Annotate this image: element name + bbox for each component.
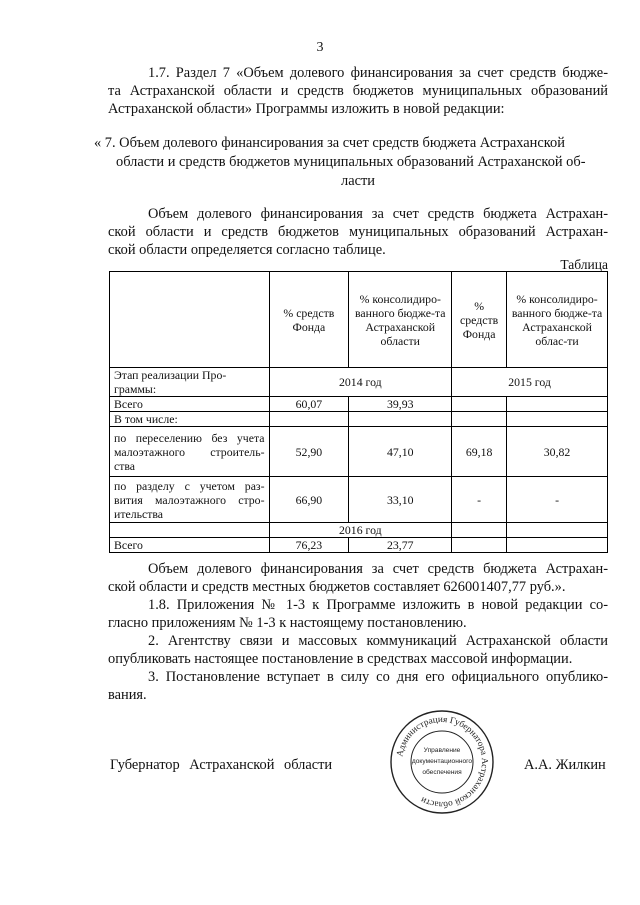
- value-cell: 47,10: [349, 427, 452, 477]
- stamp-ring-text: Администрация Губернатора Астраханской области: [394, 713, 491, 811]
- year-2015-cell: 2015 год: [452, 368, 608, 397]
- value-cell: 60,07: [269, 397, 349, 412]
- text-line: ской области определяется согласно таблице.: [108, 242, 386, 258]
- table-row-total-2014: [110, 397, 608, 412]
- table-label: Таблица: [560, 257, 608, 272]
- item-1-8-paragraph: [108, 596, 608, 632]
- total-financing-paragraph: [108, 560, 608, 596]
- row-label-cell: [110, 477, 270, 523]
- table-header-row: [110, 272, 608, 368]
- section-intro-paragraph: [108, 64, 608, 118]
- value-cell: 33,10: [349, 477, 452, 523]
- value-cell: 66,90: [269, 477, 349, 523]
- label-line: ства: [114, 458, 136, 473]
- text-line: та Астраханской области и средств бюджетов муниципальных образований: [108, 83, 608, 99]
- item-3-paragraph: [108, 668, 608, 704]
- table-row-year-2016: [110, 523, 608, 538]
- label-line: малоэтажного строитель-: [114, 444, 265, 459]
- year-2014-cell: 2014 год: [269, 368, 452, 397]
- empty-cell: [452, 523, 507, 538]
- text-line: вания.: [108, 687, 147, 703]
- empty-cell: [269, 412, 349, 427]
- text-line: Объем долевого финансирования за счет средств бюджета Астрахан-: [148, 561, 608, 577]
- label-line: по переселению без учета: [114, 430, 265, 445]
- value-cell: 23,77: [349, 538, 452, 553]
- text-line: гласно приложениям № 1-3 к настоящему постановлению.: [108, 615, 467, 631]
- stamp-center-line: Управление: [423, 747, 461, 754]
- label-line: по разделу с учетом раз-: [114, 478, 265, 493]
- item-2-paragraph: [108, 632, 608, 668]
- header-consolidated-percent-2014: % консолидиро-ванного бюдже-та Астраханской области: [349, 272, 452, 368]
- text-line: Астраханской области» Программы изложить в новой редакции:: [108, 101, 505, 117]
- table-row-resettlement: [110, 427, 608, 477]
- stamp-center-line: документационного: [411, 758, 473, 765]
- value-cell: 39,93: [349, 397, 452, 412]
- text-line: « 7. Объем долевого финансирования за счет средств бюджета Астраханской: [94, 135, 565, 151]
- official-stamp: [378, 708, 506, 816]
- header-fund-percent-2014: % средств Фонда: [269, 272, 349, 368]
- empty-cell: [452, 538, 507, 553]
- table-row-stage: [110, 368, 608, 397]
- header-fund-percent-2015: % средств Фонда: [452, 272, 507, 368]
- empty-cell: [507, 538, 608, 553]
- text-line: 1.8. Приложения № 1-3 к Программе изложить в новой редакции со-: [148, 597, 608, 613]
- value-cell: 30,82: [507, 427, 608, 477]
- value-cell: 52,90: [269, 427, 349, 477]
- year-2016-cell: 2016 год: [269, 523, 452, 538]
- signatory-position: Губернатор Астраханской области: [110, 757, 333, 773]
- empty-cell: [452, 412, 507, 427]
- empty-cell: [507, 397, 608, 412]
- empty-cell: [452, 397, 507, 412]
- text-line: Объем долевого финансирования за счет средств бюджета Астрахан-: [148, 206, 608, 222]
- text-line: ской области и средств бюджетов муниципальных образований Астрахан-: [108, 224, 608, 240]
- value-cell: -: [507, 477, 608, 523]
- text-line: ской области и средств местных бюджетов составляет 626001407,77 руб.».: [108, 579, 566, 595]
- stamp-center-line: обеспечения: [422, 769, 462, 776]
- table-row-lowrise: [110, 477, 608, 523]
- empty-cell: [110, 523, 270, 538]
- header-consolidated-percent-2015: % консолидиро-ванного бюдже-та Астраханской облас-ти: [507, 272, 608, 368]
- header-blank-cell: [110, 272, 270, 368]
- text-line: 3. Постановление вступает в силу со дня его официального опублико-: [148, 669, 608, 685]
- section-heading: [94, 134, 608, 191]
- table-row-total-2016: [110, 538, 608, 553]
- signatory-name: А.А. Жилкин: [524, 757, 606, 773]
- row-label-cell: В том числе:: [110, 412, 270, 427]
- label-line: ительства: [114, 506, 164, 521]
- label-line: вития малоэтажного стро-: [114, 492, 265, 507]
- financing-table: [109, 271, 608, 553]
- empty-cell: [507, 523, 608, 538]
- value-cell: 76,23: [269, 538, 349, 553]
- empty-cell: [349, 412, 452, 427]
- value-cell: 69,18: [452, 427, 507, 477]
- value-cell: -: [452, 477, 507, 523]
- row-label-cell: Всего: [110, 538, 270, 553]
- text-line: области и средств бюджетов муниципальных образований Астраханской об-: [116, 154, 586, 170]
- table-row-including: [110, 412, 608, 427]
- row-label-cell: [110, 427, 270, 477]
- text-line: 1.7. Раздел 7 «Объем долевого финансирования за счет средств бюдже-: [148, 65, 608, 81]
- empty-cell: [507, 412, 608, 427]
- text-line: 2. Агентству связи и массовых коммуникаций Астраханской области: [148, 633, 608, 649]
- text-line: ласти: [341, 173, 375, 189]
- stage-label-cell: Этап реализации Про-граммы:: [110, 368, 270, 397]
- page-number: 3: [316, 40, 324, 55]
- row-label-cell: Всего: [110, 397, 270, 412]
- table-intro-paragraph: [108, 205, 608, 259]
- text-line: опубликовать настоящее постановление в средствах массовой информации.: [108, 651, 573, 667]
